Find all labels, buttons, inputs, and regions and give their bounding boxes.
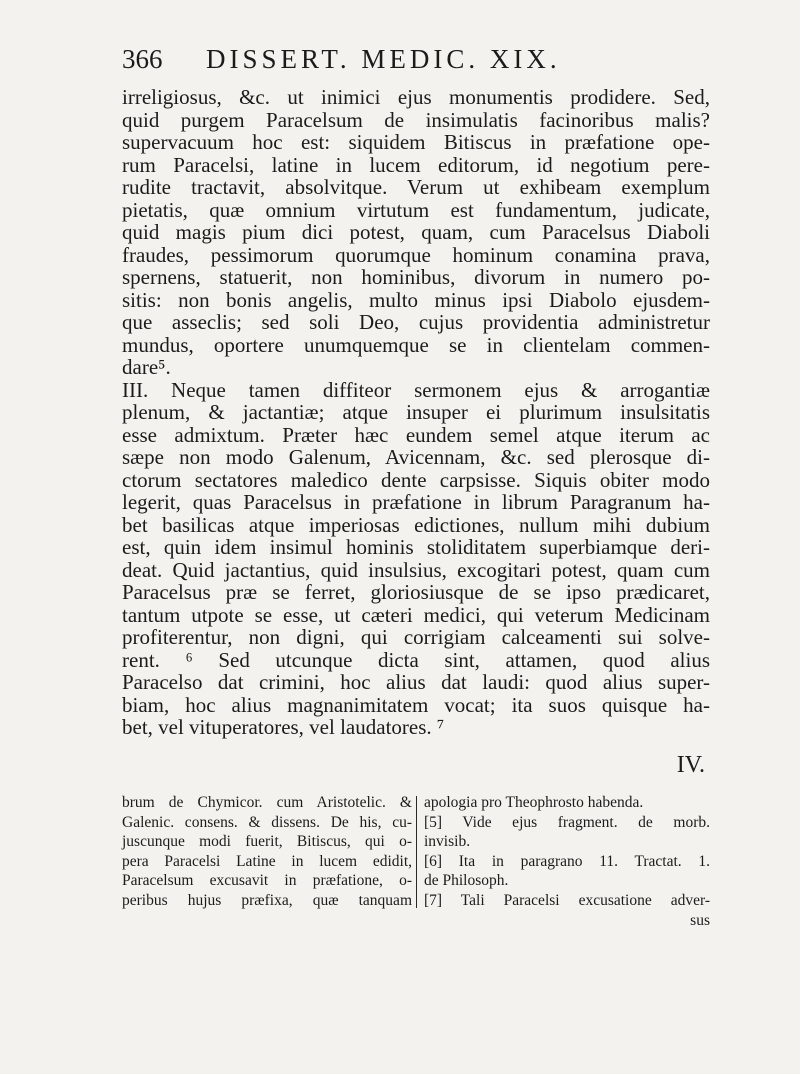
text-line: que asseclis; sed soli Deo, cujus providentia administretur (122, 310, 710, 334)
text-line: supervacuum hoc est: siquidem Bitiscus in præfatione ope- (122, 130, 710, 154)
text-line: irreligiosus, &c. ut inimici ejus monumentis prodidere. Sed, (122, 85, 710, 109)
footnote-line: invisib. (424, 833, 471, 851)
text-line: legerit, quas Paracelsus in præfatione in librum Paragranum ha- (122, 490, 710, 514)
text-line: plenum, & jactantiæ; atque insuper ei plurimum insulsitatis (122, 400, 710, 424)
text-line: ctorum sectatores maledico dente carpsisse. Siquis obiter modo (122, 467, 710, 492)
text-line: fraudes, pessimorum quorumque hominum conamina prava, (122, 242, 710, 267)
text-line: biam, hoc alius magnanimitatem vocat; ita suos quisque ha- (122, 692, 710, 717)
text-line: Paracelsus præ se ferret, gloriosiusque de se ipso prædicaret, (122, 580, 710, 604)
footnote-line: peribus hujus præfixa, quæ tanquam (122, 891, 412, 909)
text-line: profiterentur, non digni, qui corrigiam calceamenti sui solve- (122, 625, 710, 649)
text-line: mundus, oportere unumquemque se in clientelam commen- (122, 332, 710, 357)
footnote-line: brum de Chymicor. cum Aristotelic. & (122, 794, 412, 811)
text-line: spernens, statuerit, non hominibus, divorum in numero po- (122, 265, 710, 289)
text-line: bet, vel vituperatores, vel laudatores. ⁷ (122, 715, 445, 739)
footnote-line: Galenic. consens. & dissens. De his, cu- (122, 813, 412, 831)
page-number: 366 (122, 44, 163, 74)
footnote-line: juscunque modi fuerit, Bitiscus, qui o- (122, 833, 412, 851)
text-line: pietatis, quæ omnium virtutum est fundamentum, judicate, (122, 197, 710, 222)
text-line: deat. Quid jactantius, quid insulsius, excogitari potest, quam cum (122, 557, 710, 582)
main-text (122, 86, 710, 739)
text-line: Paracelso dat crimini, hoc alius dat laudi: quod alius super- (122, 670, 710, 694)
footnote-line: Paracelsum excusavit in præfatione, o- (122, 872, 412, 890)
text-line: sæpe non modo Galenum, Avicennam, &c. sed plerosque di- (122, 445, 710, 469)
footnotes-left-column (122, 793, 412, 911)
text-line: dare⁵. (122, 355, 171, 379)
footnote-line: [5] Vide ejus fragment. de morb. (424, 813, 710, 831)
text-line: sitis: non bonis angelis, multo minus ipsi Diabolo ejusdem- (122, 287, 710, 312)
running-title: DISSERT. MEDIC. XIX. (206, 44, 561, 74)
text-line: rent. ⁶ Sed utcunque dicta sint, attamen, quod alius (122, 647, 710, 672)
running-header (122, 42, 642, 76)
text-line: est, quin idem insimul hominis stoliditatem superbiamque deri- (122, 535, 710, 559)
catchword: IV. (676, 752, 705, 778)
footnote-line: de Philosoph. (424, 872, 509, 890)
footnotes-right-column (424, 793, 710, 930)
footnote-line: [7] Tali Paracelsi excusatione adver- (424, 891, 710, 909)
footnote-line: pera Paracelsi Latine in lucem edidit, (122, 852, 412, 870)
text-line: rum Paracelsi, latine in lucem editorum, id negotium pere- (122, 152, 710, 177)
footnote-line: apologia pro Theophrosto habenda. (424, 794, 644, 811)
text-line: rudite tractavit, absolvitque. Verum ut exhibeam exemplum (122, 175, 710, 199)
text-line: III. Neque tamen diffiteor sermonem ejus & arrogantiæ (122, 377, 710, 402)
text-line: esse admixtum. Præter hæc eundem semel atque iterum ac (122, 422, 710, 447)
footnote-line: [6] Ita in paragrano 11. Tractat. 1. (424, 852, 710, 870)
footnote-line: sus (690, 911, 710, 929)
text-line: quid magis pium dici potest, quam, cum Paracelsus Diaboli (122, 220, 710, 244)
text-line: quid purgem Paracelsum de insimulatis facinoribus malis? (122, 107, 710, 132)
text-line: tantum utpote se esse, ut cæteri medici, qui veterum Medicinam (122, 602, 710, 627)
text-line: bet basilicas atque imperiosas edictiones, nullum mihi dubium (122, 512, 710, 537)
column-rule (416, 796, 417, 908)
